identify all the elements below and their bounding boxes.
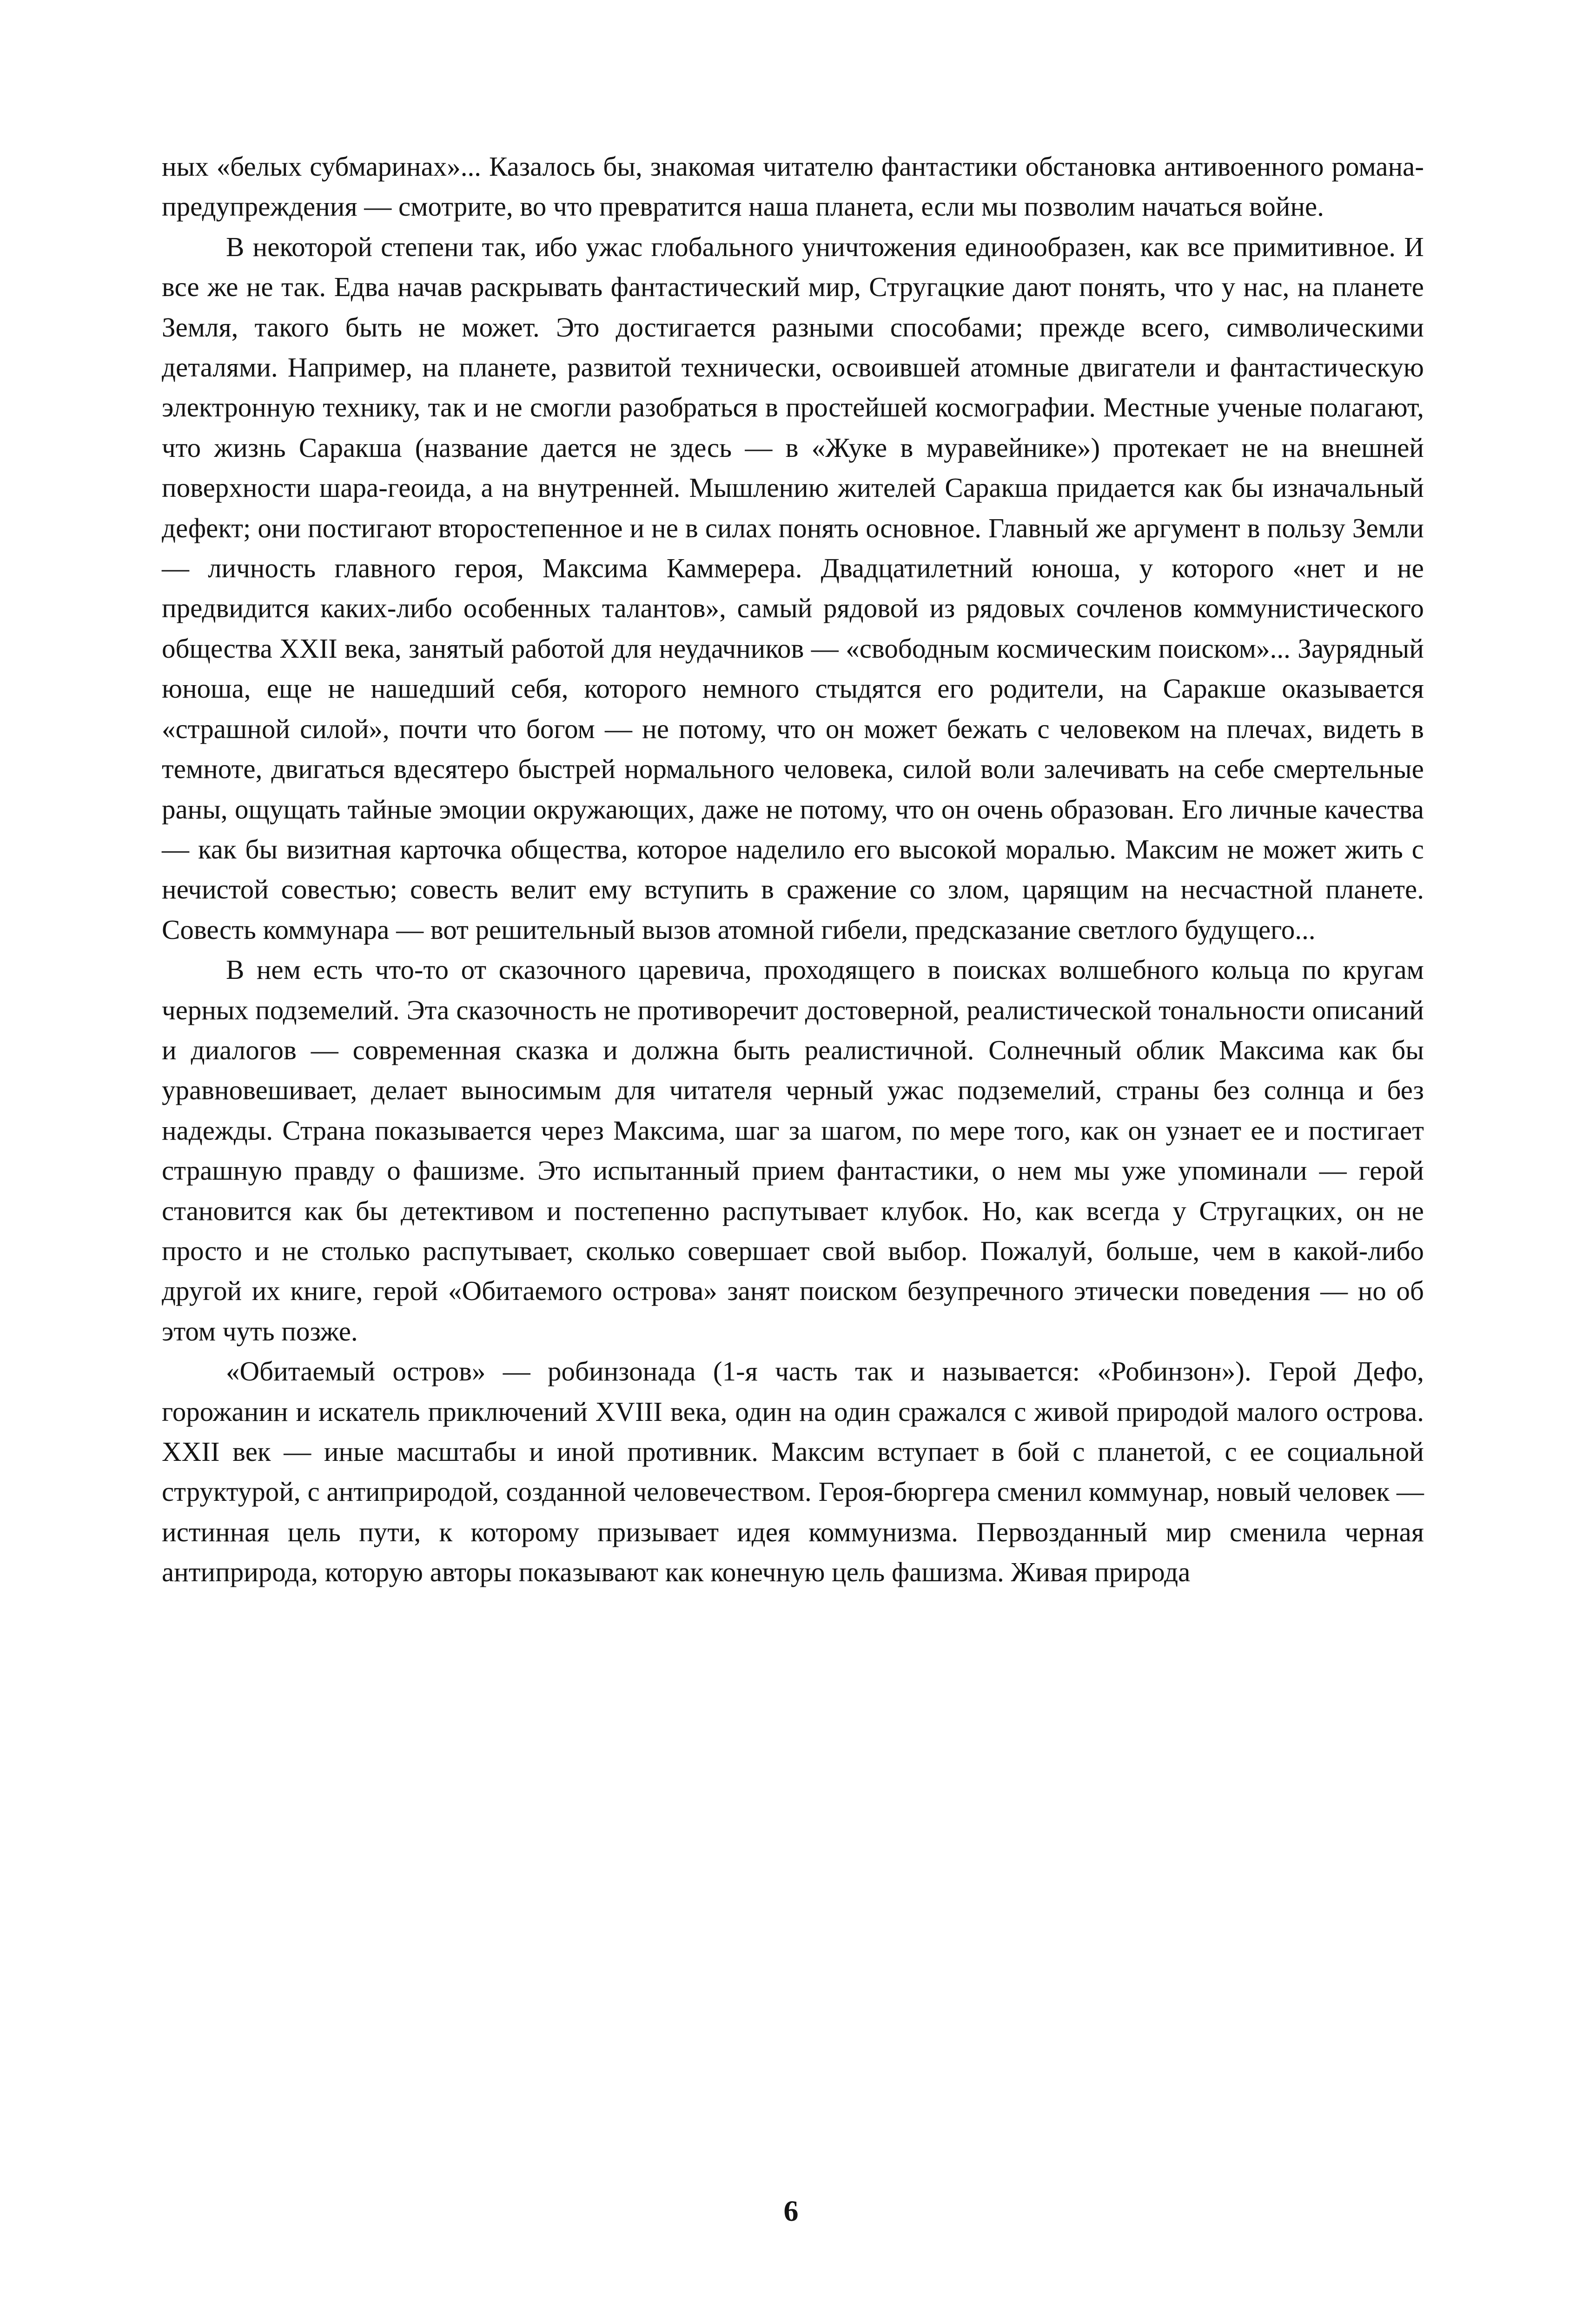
paragraph-2: В некоторой степени так, ибо ужас глобального уничтожения единообразен, как все примитивное. И все же не так. Едва начав раскрывать фантастический мир, Стругацкие дают понять, что у нас, на планете Земля, такого быть не может. Это достигается разными способами; прежде всего, символическими деталями. Например, на планете, развитой технически, освоившей атомные двигатели и фантастическую электронную технику, так и не смогли разобраться в простейшей космографии. Местные ученые полагают, что жизнь Саракша (название дается не здесь — в «Жуке в муравейнике») протекает не на внешней поверхности шара-геоида, а на внутренней. Мышлению жителей Саракша придается как бы изначальный дефект; они постигают второстепенное и не в силах понять основное. Главный же аргумент в пользу Земли — личность главного героя, Максима Каммерера. Двадцатилетний юноша, у которого «нет и не предвидится каких-либо особенных талантов», самый рядовой из рядовых сочленов коммунистического общества XXII века, занятый работой для неудачников — «свободным космическим поиском»... Заурядный юноша, еще не нашедший себя, которого немного стыдятся его родители, на Саракше оказывается «страшной силой», почти что богом — не потому, что он может бежать с человеком на плечах, видеть в темноте, двигаться вдесятеро быстрей нормального человека, силой воли залечивать на себе смертельные раны, ощущать тайные эмоции окружающих, даже не потому, что он очень образован. Его личные качества — как бы визитная карточка общества, которое наделило его высокой моралью. Максим не может жить с нечистой совестью; совесть велит ему вступить в сражение со злом, царящим на несчастной планете. Совесть коммунара — вот решительный вызов атомной гибели, предсказание светлого будущего... bbox=[162, 231, 1424, 945]
paragraph-3: В нем есть что-то от сказочного царевича, проходящего в поисках волшебного кольца по кругам черных подземелий. Эта сказочность не противоречит достоверной, реалистической тональности описаний и диалогов — современная сказка и должна быть реалистичной. Солнечный облик Максима как бы уравновешивает, делает выносимым для читателя черный ужас подземелий, страны без солнца и без надежды. Страна показывается через Максима, шаг за шагом, по мере того, как он узнает ее и постигает страшную правду о фашизме. Это испытанный прием фантастики, о нем мы уже упоминали — герой становится как бы детективом и постепенно распутывает клубок. Но, как всегда у Стругацких, он не просто и не столько распутывает, сколько совершает свой выбор. Пожалуй, больше, чем в какой-либо другой их книге, герой «Обитаемого острова» занят поиском безупречного этически поведения — но об этом чуть позже. bbox=[162, 954, 1424, 1347]
page-number: 6 bbox=[783, 2194, 799, 2227]
body-text bbox=[162, 146, 1424, 1592]
paragraph-4: «Обитаемый остров» — робинзонада (1-я часть так и называется: «Робинзон»). Герой Дефо, горожанин и искатель приключений XVIII века, один на один сражался с живой природой малого острова. XXII век — иные масштабы и иной противник. Максим вступает в бой с планетой, с ее социальной структурой, с антиприродой, созданной человечеством. Героя-бюргера сменил коммунар, новый человек — истинная цель пути, к которому призывает идея коммунизма. Первозданный мир сменила черная антиприрода, которую авторы показывают как конечную цель фашизма. Живая природа bbox=[162, 1356, 1424, 1588]
paragraph-continuation: ных «белых субмаринах»... Казалось бы, знакомая читателю фантастики обстановка антивоенного романа-предупреждения — смотрите, во что превратится наша планета, если мы позволим начаться войне. bbox=[162, 151, 1424, 222]
